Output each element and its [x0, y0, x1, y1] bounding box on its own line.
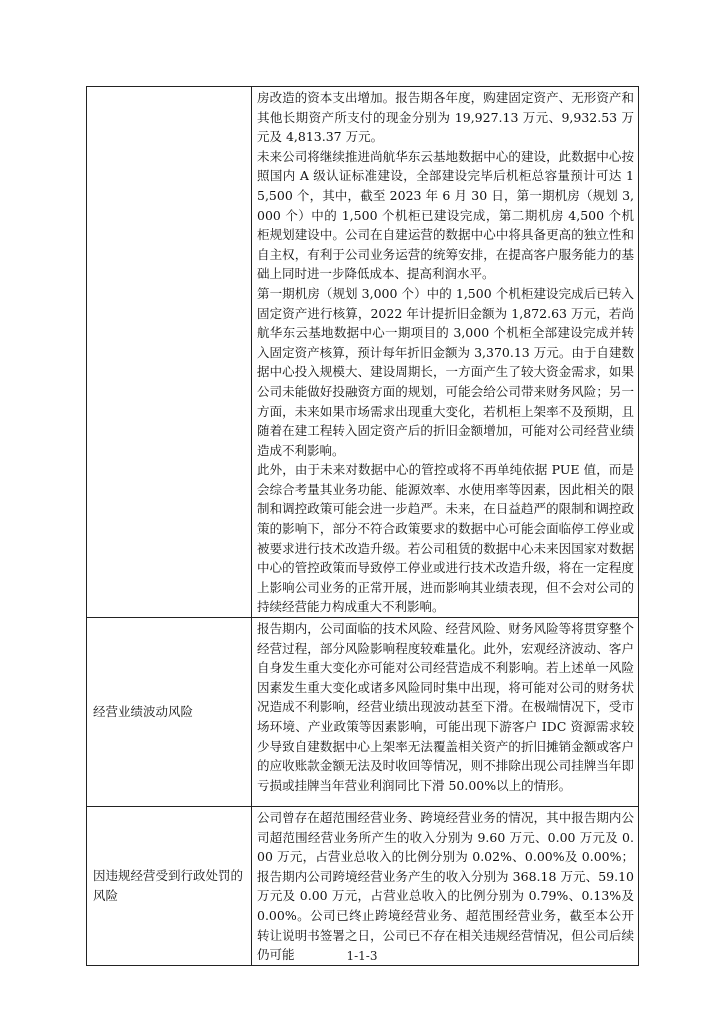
table-row — [87, 807, 639, 966]
risk-name-cell: 因违规经营受到行政处罚的风险 — [87, 807, 252, 966]
risk-name-cell — [87, 87, 252, 618]
risk-description-cell — [252, 87, 639, 618]
paragraph: 报告期内，公司面临的技术风险、经营风险、财务风险等将贯穿整个经营过程，部分风险影响程度较难量化。此外，宏观经济波动、客户自身发生重大变化亦可能对公司经营造成不利影响。若上述单一风险因素发生重大变化或诸多风险同时集中出现，将可能对公司的财务状况造成不利影响，经营业绩出现波动甚至下滑。在极端情况下，受市场环境、产业政策等因素影响，可能出现下游客户 IDC 资源需求较少导致自建数据中心上架率无法覆盖相关资产的折旧摊销金额或客户的应收账款金额无法及时收回等情况，则不排除出现公司挂牌当年即亏损或挂牌当年营业利润同比下滑 50.00%以上的情形。 — [257, 621, 634, 793]
paragraph: 未来公司将继续推进尚航华东云基地数据中心的建设，此数据中心按照国内 A 级认证标准建设，全部建设完毕后机柜总容量预计可达 15,500 个，其中，截至 2023 年 6 月 30 日，第一期机房（规划 3,000 个）中的 1,500 个机柜已建设完成，第二期机房 4,500 个机柜规划建设中。公司在自建运营的数据中心中将具备更高的独立性和自主权，有利于公司业务运营的统筹安排，在提高客户服务能力的基础上同时进一步降低成本、提高利润水平。 — [257, 148, 634, 282]
risk-description-cell — [252, 618, 639, 807]
paragraph: 此外，由于未来对数据中心的管控或将不再单纯依据 PUE 值，而是会综合考量其业务功能、能源效率、水使用率等因素，因此相关的限制和调控政策可能会进一步趋严。未来，在日益趋严的限制和调控政策的影响下，部分不符合政策要求的数据中心可能会面临停工停业或被要求进行技术改造升级。若公司租赁的数据中心未来因国家对数据中心的管控政策而导致停工停业或进行技术改造升级，将在一定程度上影响公司业务的正常开展，进而影响其业绩表现，但不会对公司的持续经营能力构成重大不利影响。 — [257, 462, 634, 615]
paragraph: 房改造的资本支出增加。报告期各年度，购建固定资产、无形资产和其他长期资产所支付的现金分别为 19,927.13 万元、9,932.53 万元及 4,813.37 万元。 — [257, 90, 634, 145]
table-row — [87, 618, 639, 807]
paragraph: 第一期机房（规划 3,000 个）中的 1,500 个机柜建设完成后已转入固定资产进行核算，2022 年计提折旧金额为 1,872.63 万元，若尚航华东云基地数据中心一期项目的 3,000 个机柜全部建设完成并转入固定资产核算，预计每年折旧金额为 3,370.13 万元。由于自建数据中心投入规模大、建设周期长，一方面产生了较大资金需求，如果公司未能做好投融资方面的规划，可能会给公司带来财务风险；另一方面，未来如果市场需求出现重大变化，若机柜上架率不及预期，且随着在建工程转入固定资产后的折旧金额增加，可能对公司经营业绩造成不利影响。 — [257, 285, 634, 458]
paragraph: 公司曾存在超范围经营业务、跨境经营业务的情况，其中报告期内公司超范围经营业务所产生的收入分别为 9.60 万元、0.00 万元及 0.00 万元，占营业总收入的比例分别为 0.02%、0.00%及 0.00%；报告期内公司跨境经营业务产生的收入分别为 368.18 万元、59.10 万元及 0.00 万元，占营业总收入的比例分别为 0.79%、0.13%及 0.00%。公司已终止跨境经营业务、超范围经营业务，截至本公开转让说明书签署之日，公司已不存在相关违规经营情况，但公司后续仍可能 — [257, 810, 634, 963]
risk-table — [86, 86, 639, 966]
table-row — [87, 87, 639, 618]
risk-description-cell — [252, 807, 639, 966]
risk-name-cell: 经营业绩波动风险 — [87, 618, 252, 807]
page-number: 1-1-3 — [346, 949, 378, 963]
